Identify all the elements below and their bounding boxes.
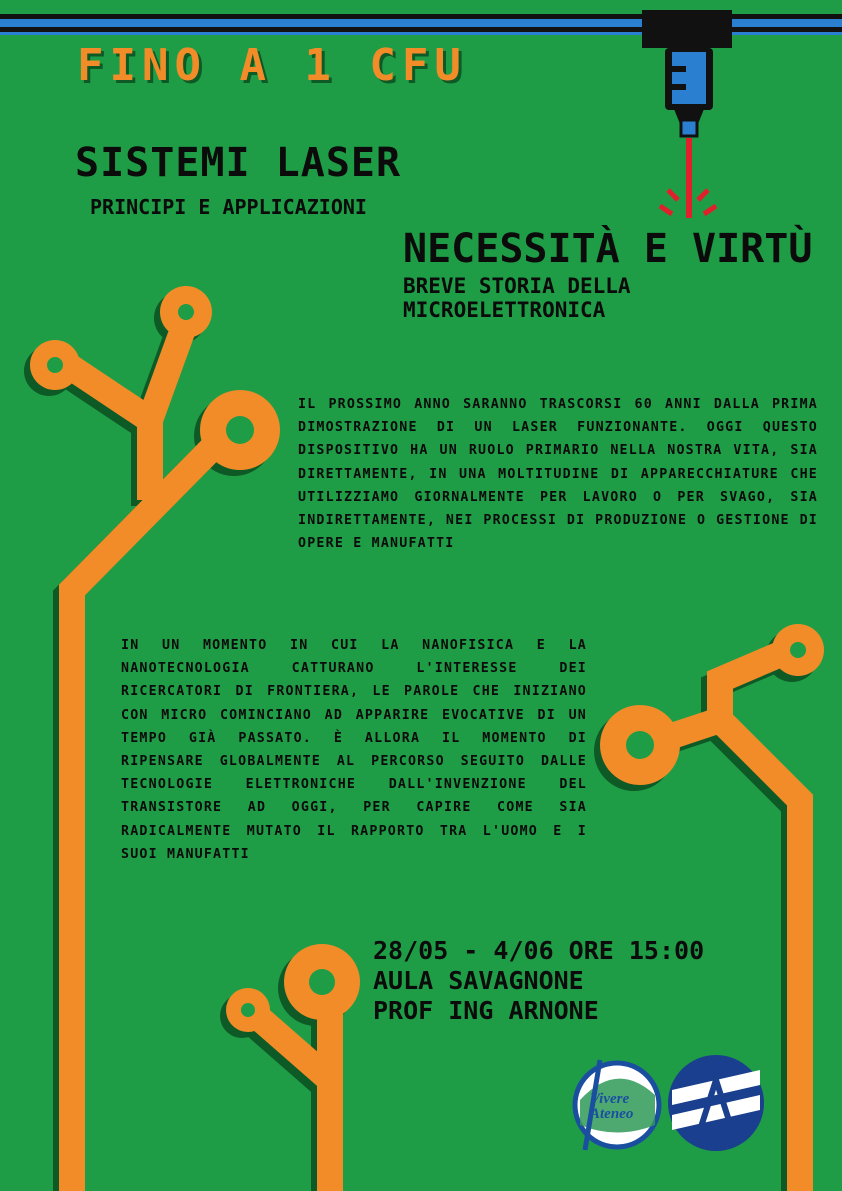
event-room: AULA SAVAGNONE <box>373 966 584 995</box>
vivere-ateneo-logo-text: Vivere Ateneo <box>590 1091 634 1122</box>
talk2-title: NECESSITÀ E VIRTÙ <box>403 226 813 272</box>
event-dates: 28/05 - 4/06 ORE 15:00 <box>373 936 705 965</box>
association-logo <box>668 1055 764 1151</box>
talk1-title: SISTEMI LASER <box>75 140 402 186</box>
cfu-badge: FINO A 1 CFU <box>77 40 467 91</box>
circuit-trace-icon <box>220 944 360 1191</box>
laser-head-icon <box>642 10 732 136</box>
paragraph-microelectronics: IN UN MOMENTO IN CUI LA NANOFISICA E LA NANOTECNOLOGIA CATTURANO L'INTERESSE DEI RICERCATORI DI FRONTIERA, LE PAROLE CHE INIZIANO CON MICRO COMINCIANO AD APPARIRE EVOCATIVE DI UN TEMPO GIÀ PASSATO. È ALLORA IL MOMENTO DI RIPENSARE GLOBALMENTE AL PERCORSO SEGUITO DALLE TECNOLOGIE ELETTRONICHE DALL'INVENZIONE DEL TRANSISTORE AD OGGI, PER CAPIRE COME SIA RADICALMENTE MUTATO IL RAPPORTO TRA L'UOMO E I SUOI MANUFATTI <box>121 638 587 862</box>
event-details <box>373 936 704 1026</box>
talk1-subtitle: PRINCIPI E APPLICAZIONI <box>90 195 367 219</box>
event-speaker: PROF ING ARNONE <box>373 996 599 1025</box>
laser-beam-icon <box>660 138 716 218</box>
paragraph-laser: IL PROSSIMO ANNO SARANNO TRASCORSI 60 ANNI DALLA PRIMA DIMOSTRAZIONE DI UN LASER FUNZIONANTE. OGGI QUESTO DISPOSITIVO HA UN RUOLO PRIMARIO NELLA NOSTRA VITA, SIA DIRETTAMENTE, IN UNA MOLTITUDINE DI APPARECCHIATURE CHE UTILIZZIAMO GIORNALMENTE PER LAVORO O PER SVAGO, SIA INDIRETTAMENTE, NEI PROCESSI DI PRODUZIONE O GESTIONE DI OPERE E MANUFATTI <box>298 397 818 552</box>
talk2-subtitle: BREVE STORIA DELLA MICROELETTRONICA <box>403 274 631 322</box>
